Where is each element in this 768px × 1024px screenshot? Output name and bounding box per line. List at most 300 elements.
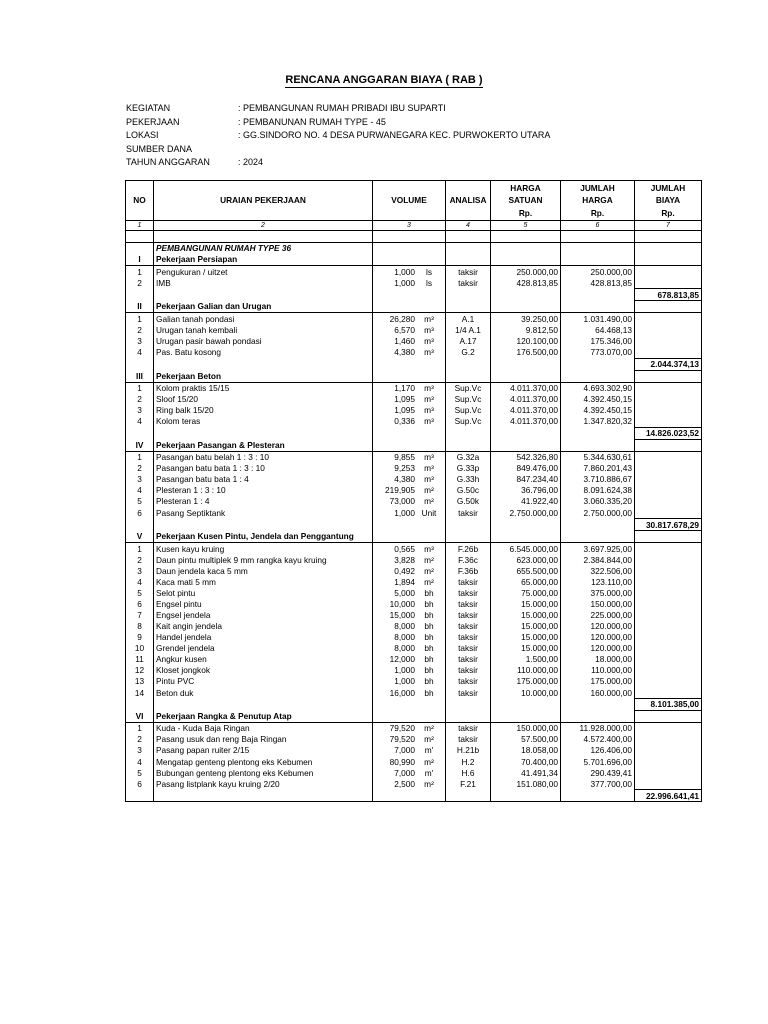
- item-volume: [373, 621, 446, 632]
- item-unit: bh: [424, 632, 434, 643]
- item-analisa: taksir: [446, 266, 491, 278]
- item-quantity: 8,000: [394, 643, 415, 654]
- item-description: Galian tanah pondasi: [154, 313, 373, 325]
- section-total-row: [126, 698, 702, 710]
- item-unit: bh: [424, 665, 434, 676]
- item-analisa: taksir: [446, 599, 491, 610]
- item-quantity: 0,336: [394, 416, 415, 427]
- item-volume: [373, 778, 446, 790]
- item-jumlah-harga: 290.439,41: [561, 767, 635, 778]
- item-analisa: Sup.Vc: [446, 382, 491, 394]
- item-volume: [373, 485, 446, 496]
- item-description: Sloof 15/20: [154, 394, 373, 405]
- section-total: 22.996.641,41: [635, 790, 702, 802]
- item-volume: [373, 632, 446, 643]
- item-harga-satuan: 176.500,00: [491, 346, 561, 358]
- item-harga-satuan: 4.011.370,00: [491, 394, 561, 405]
- table-header: [126, 181, 702, 221]
- item-jumlah-harga: 11.928.000,00: [561, 723, 635, 735]
- item-number: 6: [126, 507, 154, 519]
- item-harga-satuan: 849.476,00: [491, 463, 561, 474]
- item-quantity: 1,460: [394, 335, 415, 346]
- item-quantity: 9,855: [394, 452, 415, 463]
- item-quantity: 7,000: [394, 745, 415, 756]
- item-harga-satuan: 10.000,00: [491, 687, 561, 699]
- section-name: Pekerjaan Pasangan & Plesteran: [154, 439, 373, 451]
- item-description: Urugan pasir bawah pondasi: [154, 335, 373, 346]
- item-unit: m³: [424, 335, 434, 346]
- section-number: V: [126, 531, 154, 543]
- item-quantity: 1,000: [394, 277, 415, 288]
- item-description: Pas. Batu kosong: [154, 346, 373, 358]
- table-row: [126, 687, 702, 699]
- item-number: 2: [126, 554, 154, 565]
- item-analisa: G.2: [446, 346, 491, 358]
- header-jumlah-biaya: JUMLAH BIAYA Rp.: [635, 181, 702, 221]
- item-analisa: Sup.Vc: [446, 405, 491, 416]
- item-jumlah-harga: 120.000,00: [561, 643, 635, 654]
- column-number: 1: [126, 221, 154, 231]
- item-quantity: 15,000: [389, 609, 415, 620]
- item-jumlah-harga: 2.384.844,00: [561, 554, 635, 565]
- column-number: 6: [561, 221, 635, 231]
- item-unit: m²: [424, 554, 434, 565]
- section-total: 8.101.385,00: [635, 698, 702, 710]
- item-jumlah-harga: 250.000,00: [561, 266, 635, 278]
- item-analisa: taksir: [446, 277, 491, 289]
- item-analisa: Sup.Vc: [446, 394, 491, 405]
- item-quantity: 1,170: [394, 382, 415, 393]
- item-analisa: Sup.Vc: [446, 416, 491, 428]
- item-analisa: taksir: [446, 507, 491, 519]
- item-description: Kaca mati 5 mm: [154, 576, 373, 587]
- item-jumlah-harga: 150.000,00: [561, 599, 635, 610]
- section-number: IV: [126, 439, 154, 451]
- section-total: 2.044.374,13: [635, 358, 702, 370]
- item-quantity: 1,000: [394, 665, 415, 676]
- item-number: 2: [126, 324, 154, 335]
- item-analisa: taksir: [446, 676, 491, 687]
- item-number: 3: [126, 745, 154, 756]
- item-description: Pasang usuk dan reng Baja Ringan: [154, 734, 373, 745]
- item-quantity: 6,570: [394, 324, 415, 335]
- rab-table: [125, 180, 702, 802]
- table-row: [126, 587, 702, 598]
- section-name: Pekerjaan Galian dan Urugan: [154, 301, 373, 313]
- item-analisa: taksir: [446, 643, 491, 654]
- item-quantity: 26,280: [389, 313, 415, 324]
- item-number: 4: [126, 346, 154, 358]
- item-unit: m³: [424, 313, 434, 324]
- item-unit: bh: [424, 620, 434, 631]
- item-description: Urugan tanah kembali: [154, 324, 373, 335]
- item-unit: m³: [424, 474, 434, 485]
- item-analisa: H.21b: [446, 745, 491, 756]
- item-jumlah-harga: 3.710.886,67: [561, 474, 635, 485]
- item-unit: m³: [424, 543, 434, 554]
- item-unit: bh: [424, 598, 434, 609]
- item-quantity: 4,380: [394, 347, 415, 358]
- item-number: 2: [126, 277, 154, 289]
- item-harga-satuan: 2.750.000,00: [491, 507, 561, 519]
- item-description: Handel jendela: [154, 632, 373, 643]
- item-description: Kait angin jendela: [154, 621, 373, 632]
- item-unit: bh: [424, 643, 434, 654]
- item-quantity: 79,520: [389, 723, 415, 734]
- item-number: 3: [126, 405, 154, 416]
- item-volume: [373, 324, 446, 335]
- item-unit: m²: [424, 485, 434, 496]
- item-analisa: taksir: [446, 654, 491, 665]
- item-analisa: F.21: [446, 778, 491, 790]
- section-total: 30.817.678,29: [635, 519, 702, 531]
- item-harga-satuan: 110.000,00: [491, 665, 561, 676]
- item-quantity: 1,000: [394, 507, 415, 518]
- item-jumlah-harga: 4.693.302,90: [561, 382, 635, 394]
- item-description: Pasangan batu belah 1 : 3 : 10: [154, 451, 373, 463]
- item-description: Selot pintu: [154, 587, 373, 598]
- item-quantity: 3,828: [394, 554, 415, 565]
- info-label: KEGIATAN: [126, 103, 171, 113]
- item-quantity: 79,520: [389, 734, 415, 745]
- item-description: Kuda - Kuda Baja Ringan: [154, 723, 373, 735]
- item-analisa: F.26b: [446, 543, 491, 555]
- header-analisa: ANALISA: [446, 181, 491, 221]
- section-total-row: [126, 289, 702, 301]
- item-volume: [373, 543, 446, 555]
- item-jumlah-harga: 110.000,00: [561, 665, 635, 676]
- item-description: Daun jendela kaca 5 mm: [154, 565, 373, 576]
- table-row: [126, 382, 702, 394]
- project-title: PEMBANGUNAN RUMAH TYPE 36: [154, 243, 373, 255]
- item-description: Pasangan batu bata 1 : 4: [154, 474, 373, 485]
- item-unit: m³: [424, 394, 434, 405]
- item-number: 10: [126, 643, 154, 654]
- item-harga-satuan: 428.813,85: [491, 277, 561, 289]
- item-unit: m²: [424, 576, 434, 587]
- item-jumlah-harga: 1.347.820,32: [561, 416, 635, 428]
- item-number: 6: [126, 599, 154, 610]
- item-jumlah-harga: 3.060.335,20: [561, 496, 635, 507]
- table-row: [126, 734, 702, 745]
- item-harga-satuan: 847.234,40: [491, 474, 561, 485]
- item-analisa: A.1: [446, 313, 491, 325]
- blank-row: [126, 231, 702, 243]
- table-row: [126, 654, 702, 665]
- item-quantity: 1,095: [394, 394, 415, 405]
- item-description: Pintu PVC: [154, 676, 373, 687]
- info-label: PEKERJAAN: [126, 116, 180, 127]
- section-total-row: [126, 358, 702, 370]
- item-jumlah-harga: 126.406,00: [561, 745, 635, 756]
- item-quantity: 10,000: [389, 598, 415, 609]
- item-volume: [373, 734, 446, 745]
- item-number: 4: [126, 756, 154, 767]
- item-number: 13: [126, 676, 154, 687]
- item-unit: m²: [424, 756, 434, 767]
- item-quantity: 219,905: [385, 485, 415, 496]
- item-volume: [373, 451, 446, 463]
- item-volume: [373, 587, 446, 598]
- item-harga-satuan: 36.796,00: [491, 485, 561, 496]
- item-unit: m²: [424, 565, 434, 576]
- item-analisa: taksir: [446, 621, 491, 632]
- item-number: 1: [126, 451, 154, 463]
- table-row: [126, 756, 702, 767]
- item-volume: [373, 599, 446, 610]
- item-analisa: G.32a: [446, 451, 491, 463]
- item-description: Pasangan batu bata 1 : 3 : 10: [154, 463, 373, 474]
- section-total: 678.813,85: [635, 289, 702, 301]
- header-volume: VOLUME: [373, 181, 446, 221]
- item-analisa: 1/4 A.1: [446, 324, 491, 335]
- table-row: [126, 394, 702, 405]
- item-volume: [373, 416, 446, 428]
- item-jumlah-harga: 773.070,00: [561, 346, 635, 358]
- item-number: 2: [126, 463, 154, 474]
- item-volume: [373, 723, 446, 735]
- section-number: I: [126, 254, 154, 266]
- table-row: [126, 621, 702, 632]
- column-number: 4: [446, 221, 491, 231]
- document-title: RENCANA ANGGARAN BIAYA ( RAB ): [285, 74, 483, 86]
- item-harga-satuan: 57.500,00: [491, 734, 561, 745]
- info-value: : 2024: [238, 157, 264, 167]
- item-jumlah-harga: 428.813,85: [561, 277, 635, 289]
- item-description: Pasang papan ruiter 2/15: [154, 745, 373, 756]
- section-row: [126, 254, 702, 266]
- item-unit: Unit: [421, 507, 437, 518]
- header-jumlah-harga: JUMLAH HARGA Rp.: [561, 181, 635, 221]
- info-row: [126, 156, 550, 170]
- info-value: : GG.SINDORO NO. 4 DESA PURWANEGARA KEC. PURWOKERTO UTARA: [238, 130, 551, 140]
- section-row: [126, 439, 702, 451]
- section-row: [126, 531, 702, 543]
- item-quantity: 0,565: [394, 543, 415, 554]
- item-description: Kloset jongkok: [154, 665, 373, 676]
- table-row: [126, 346, 702, 358]
- item-jumlah-harga: 4.392.450,15: [561, 394, 635, 405]
- item-description: Grendel jendela: [154, 643, 373, 654]
- item-unit: m³: [424, 324, 434, 335]
- item-volume: [373, 643, 446, 654]
- info-row: [126, 102, 550, 116]
- item-unit: bh: [424, 676, 434, 687]
- section-name: Pekerjaan Kusen Pintu, Jendela dan Penggantung: [154, 531, 373, 543]
- item-analisa: taksir: [446, 610, 491, 621]
- item-unit: bh: [424, 687, 434, 698]
- item-analisa: taksir: [446, 576, 491, 587]
- section-number: VI: [126, 710, 154, 722]
- column-number: 7: [635, 221, 702, 231]
- item-description: Beton duk: [154, 687, 373, 699]
- item-volume: [373, 745, 446, 756]
- table-row: [126, 676, 702, 687]
- item-analisa: taksir: [446, 632, 491, 643]
- table-row: [126, 778, 702, 790]
- item-jumlah-harga: 5.344.630,61: [561, 451, 635, 463]
- item-unit: m³: [424, 416, 434, 427]
- column-number-row: [126, 221, 702, 231]
- header-harga-satuan: HARGA SATUAN Rp.: [491, 181, 561, 221]
- item-analisa: G.33h: [446, 474, 491, 485]
- item-quantity: 16,000: [389, 687, 415, 698]
- item-harga-satuan: 18.058,00: [491, 745, 561, 756]
- item-number: 5: [126, 587, 154, 598]
- item-volume: [373, 676, 446, 687]
- item-description: Ring balk 15/20: [154, 405, 373, 416]
- table-row: [126, 266, 702, 278]
- section-total-row: [126, 790, 702, 802]
- item-jumlah-harga: 18.000,00: [561, 654, 635, 665]
- item-analisa: G.33p: [446, 463, 491, 474]
- item-description: Plesteran 1 : 3 : 10: [154, 485, 373, 496]
- item-harga-satuan: 41.922,40: [491, 496, 561, 507]
- item-number: 11: [126, 654, 154, 665]
- item-harga-satuan: 542.326,80: [491, 451, 561, 463]
- item-harga-satuan: 39.250,00: [491, 313, 561, 325]
- item-harga-satuan: 15.000,00: [491, 632, 561, 643]
- item-analisa: F.36b: [446, 565, 491, 576]
- table-row: [126, 610, 702, 621]
- item-analisa: taksir: [446, 734, 491, 745]
- table-row: [126, 643, 702, 654]
- column-number: 5: [491, 221, 561, 231]
- item-jumlah-harga: 225.000,00: [561, 610, 635, 621]
- item-unit: m': [424, 745, 434, 756]
- info-value: : PEMBANUNAN RUMAH TYPE - 45: [238, 116, 386, 127]
- item-description: Engsel jendela: [154, 610, 373, 621]
- item-harga-satuan: 623.000,00: [491, 554, 561, 565]
- item-jumlah-harga: 5.701.696,00: [561, 756, 635, 767]
- item-jumlah-harga: 123.110,00: [561, 576, 635, 587]
- item-number: 3: [126, 474, 154, 485]
- item-number: 1: [126, 543, 154, 555]
- item-volume: [373, 554, 446, 565]
- info-label: LOKASI: [126, 130, 159, 140]
- item-quantity: 2,500: [394, 778, 415, 789]
- info-label: TAHUN ANGGARAN: [126, 157, 210, 167]
- section-row: [126, 370, 702, 382]
- item-quantity: 5,000: [394, 587, 415, 598]
- item-unit: bh: [424, 587, 434, 598]
- item-analisa: taksir: [446, 723, 491, 735]
- item-volume: [373, 565, 446, 576]
- item-harga-satuan: 150.000,00: [491, 723, 561, 735]
- table-row: [126, 335, 702, 346]
- item-jumlah-harga: 1.031.490,00: [561, 313, 635, 325]
- table-row: [126, 767, 702, 778]
- item-description: Plesteran 1 : 4: [154, 496, 373, 507]
- item-jumlah-harga: 8.091.624,38: [561, 485, 635, 496]
- item-analisa: A.17: [446, 335, 491, 346]
- item-jumlah-harga: 160.000,00: [561, 687, 635, 699]
- table-row: [126, 665, 702, 676]
- item-jumlah-harga: 322.506,00: [561, 565, 635, 576]
- table-row: [126, 324, 702, 335]
- item-volume: [373, 382, 446, 394]
- item-number: 8: [126, 621, 154, 632]
- item-number: 2: [126, 394, 154, 405]
- item-analisa: H.2: [446, 756, 491, 767]
- section-row: [126, 710, 702, 722]
- item-harga-satuan: 4.011.370,00: [491, 405, 561, 416]
- item-unit: m²: [424, 734, 434, 745]
- item-volume: [373, 767, 446, 778]
- table-row: [126, 313, 702, 325]
- item-volume: [373, 474, 446, 485]
- item-volume: [373, 654, 446, 665]
- item-jumlah-harga: 4.572.400,00: [561, 734, 635, 745]
- item-analisa: G.50c: [446, 485, 491, 496]
- info-row: [126, 116, 550, 130]
- item-quantity: 12,000: [389, 654, 415, 665]
- item-number: 7: [126, 610, 154, 621]
- item-analisa: taksir: [446, 587, 491, 598]
- item-quantity: 8,000: [394, 632, 415, 643]
- section-name: Pekerjaan Persiapan: [154, 254, 373, 266]
- item-quantity: 1,000: [394, 676, 415, 687]
- table-row: [126, 565, 702, 576]
- item-volume: [373, 687, 446, 699]
- item-unit: m²: [424, 723, 434, 734]
- item-description: Pasang listplank kayu kruing 2/20: [154, 778, 373, 790]
- section-total-row: [126, 519, 702, 531]
- item-number: 4: [126, 576, 154, 587]
- item-harga-satuan: 655.500,00: [491, 565, 561, 576]
- item-volume: [373, 277, 446, 289]
- item-harga-satuan: 9.812,50: [491, 324, 561, 335]
- section-name: Pekerjaan Rangka & Penutup Atap: [154, 710, 373, 722]
- item-jumlah-harga: 4.392.450,15: [561, 405, 635, 416]
- table-row: [126, 463, 702, 474]
- item-jumlah-harga: 7.860.201,43: [561, 463, 635, 474]
- item-unit: m³: [424, 382, 434, 393]
- item-description: Pasang Septiktank: [154, 507, 373, 519]
- item-volume: [373, 335, 446, 346]
- table-row: [126, 496, 702, 507]
- item-analisa: F.36c: [446, 554, 491, 565]
- column-number: 2: [154, 221, 373, 231]
- item-jumlah-harga: 120.000,00: [561, 621, 635, 632]
- info-label: SUMBER DANA: [126, 143, 193, 154]
- table-row: [126, 723, 702, 735]
- header-no: NO: [126, 181, 154, 221]
- item-analisa: taksir: [446, 665, 491, 676]
- section-row: [126, 301, 702, 313]
- item-harga-satuan: 4.011.370,00: [491, 416, 561, 428]
- item-quantity: 1,000: [394, 266, 415, 277]
- item-quantity: 4,380: [394, 474, 415, 485]
- item-volume: [373, 463, 446, 474]
- item-harga-satuan: 4.011.370,00: [491, 382, 561, 394]
- item-jumlah-harga: 2.750.000,00: [561, 507, 635, 519]
- item-volume: [373, 610, 446, 621]
- table-row: [126, 474, 702, 485]
- item-harga-satuan: 1.500,00: [491, 654, 561, 665]
- table-row: [126, 451, 702, 463]
- item-number: 12: [126, 665, 154, 676]
- item-number: 3: [126, 565, 154, 576]
- item-unit: m': [424, 767, 434, 778]
- item-jumlah-harga: 175.346,00: [561, 335, 635, 346]
- item-jumlah-harga: 175.000,00: [561, 676, 635, 687]
- item-volume: [373, 576, 446, 587]
- item-harga-satuan: 250.000,00: [491, 266, 561, 278]
- item-number: 5: [126, 767, 154, 778]
- item-number: 5: [126, 496, 154, 507]
- item-number: 1: [126, 313, 154, 325]
